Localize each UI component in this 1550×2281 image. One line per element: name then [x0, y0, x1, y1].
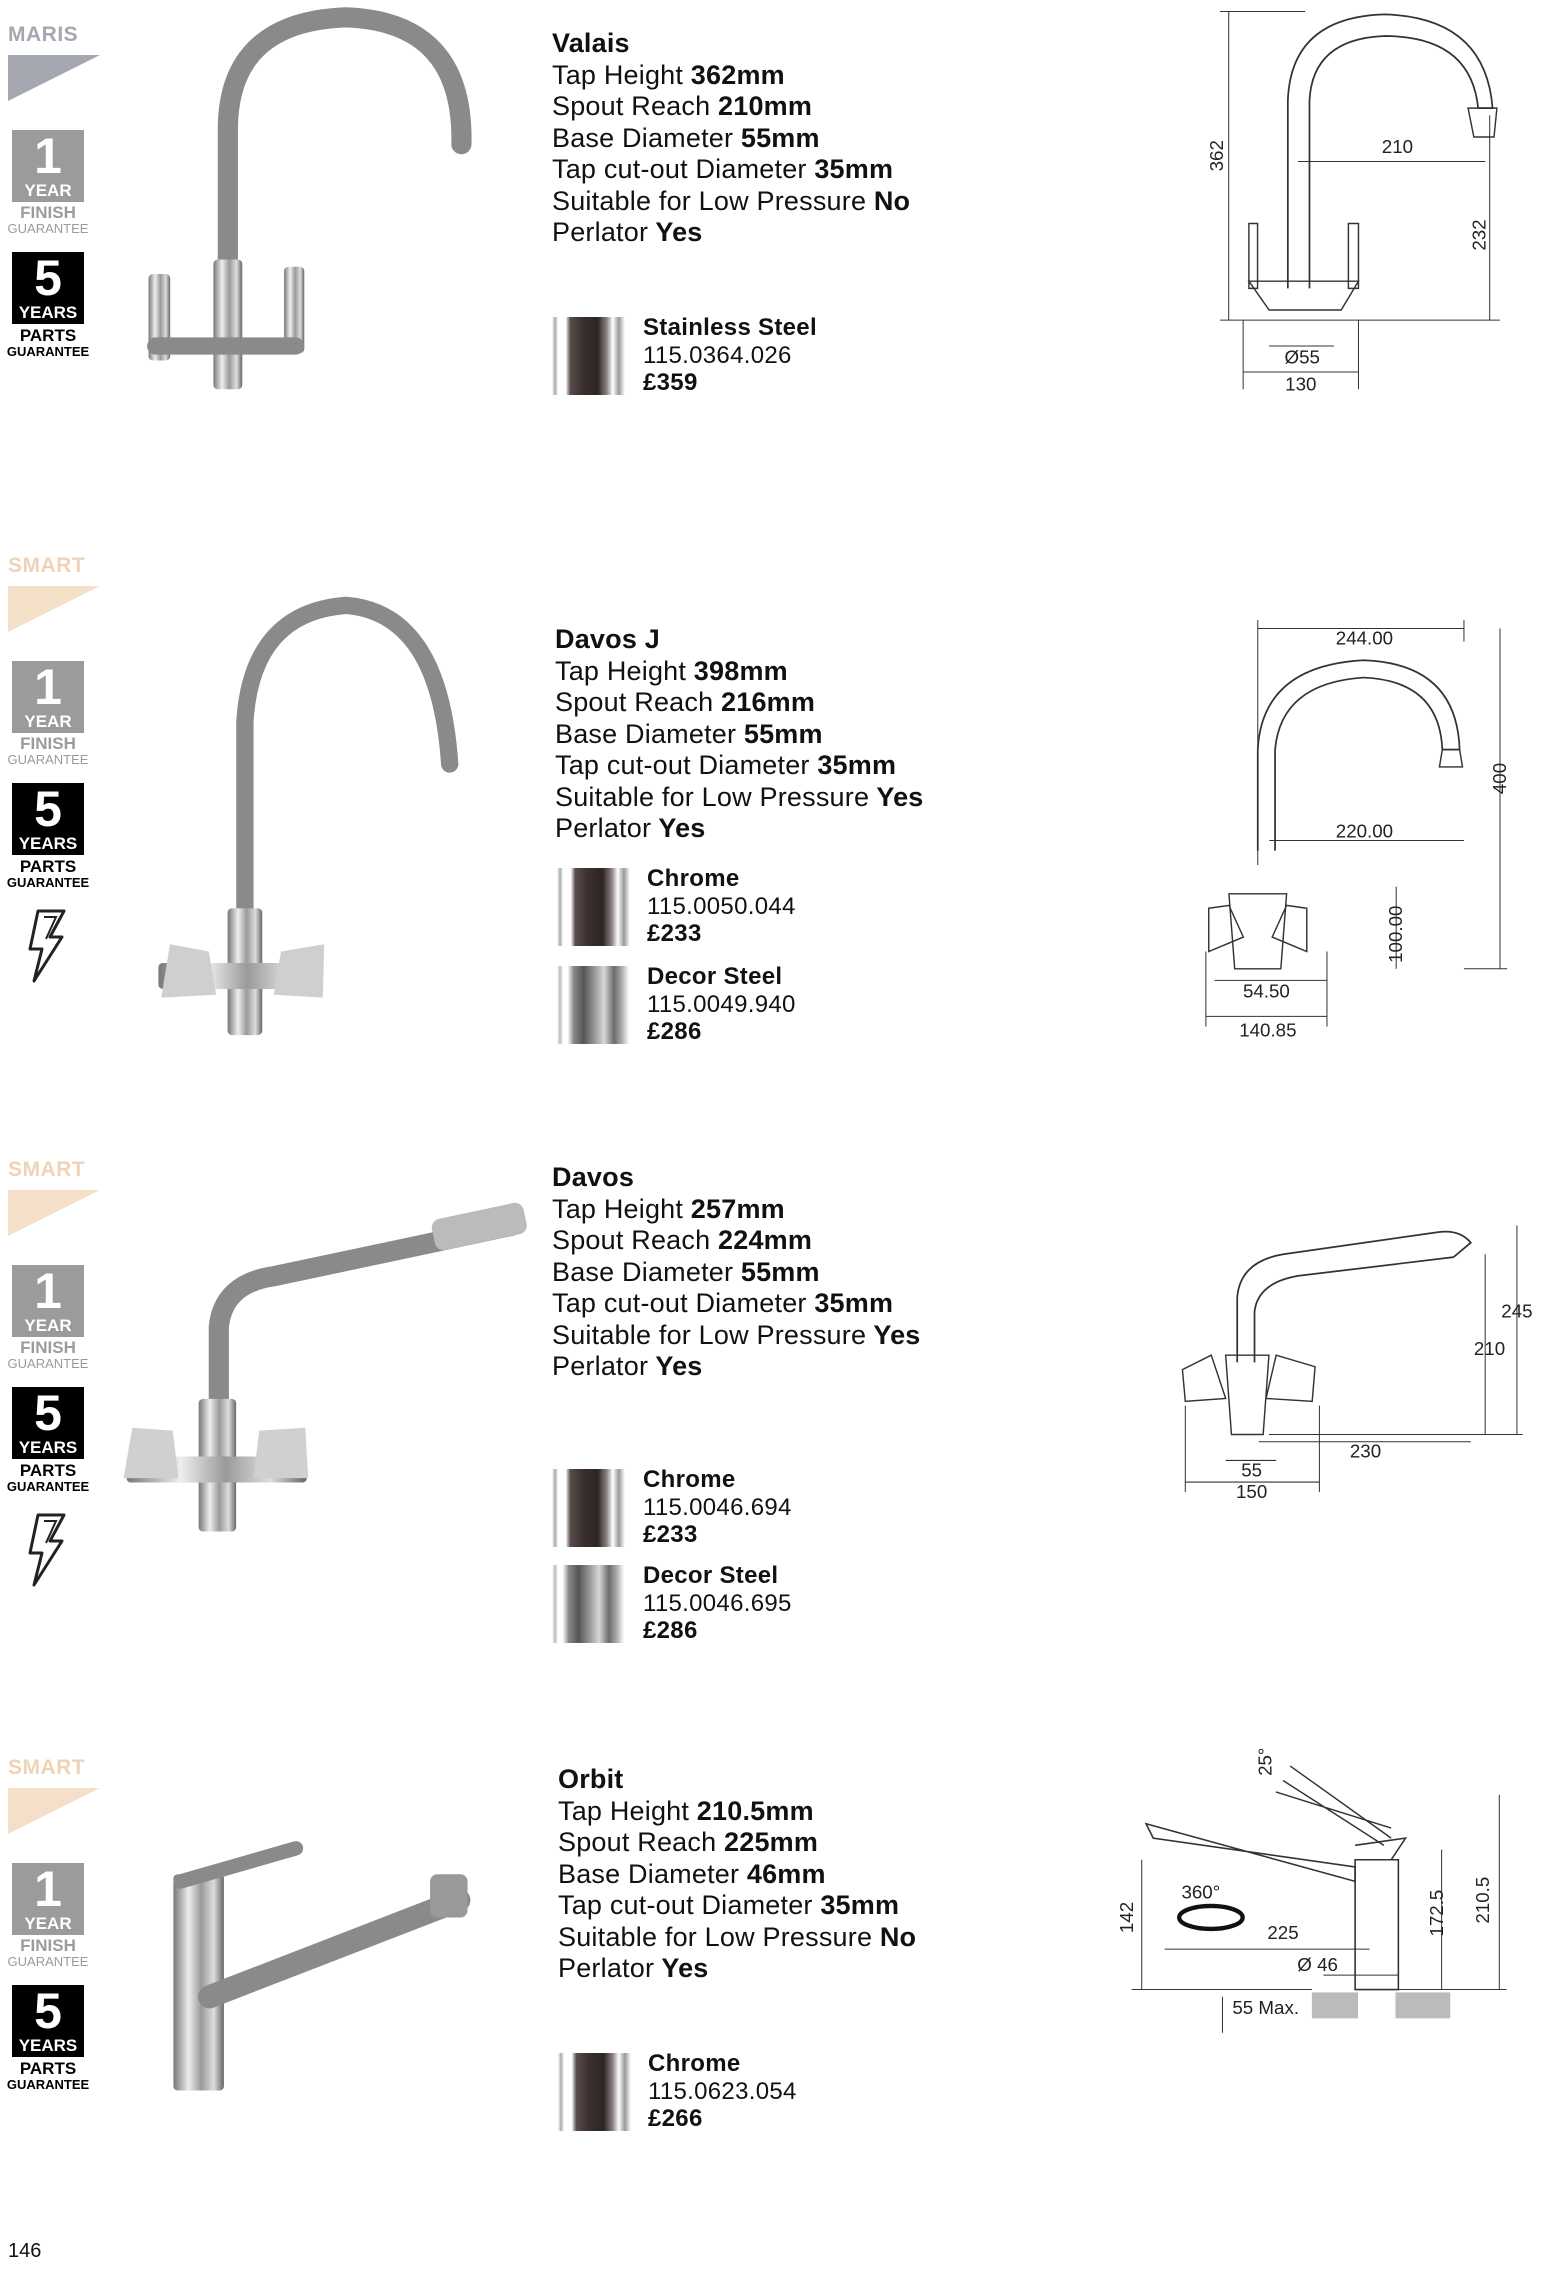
spec-row: [558, 1796, 916, 1828]
spec-row: [558, 1922, 916, 1954]
finish-guarantee-badge: [12, 661, 84, 733]
parts-label: PARTS: [19, 857, 77, 876]
product-name: Orbit: [558, 1764, 624, 1794]
spec-value: Yes: [655, 1351, 703, 1381]
finish-guarantee-badge: [12, 1863, 84, 1935]
spec-label: Perlator: [552, 1351, 649, 1381]
product-name: Davos: [552, 1162, 635, 1192]
spec-label: Suitable for Low Pressure: [552, 185, 867, 216]
parts-guarantee-badge: [12, 1387, 84, 1459]
product-specs: [552, 1162, 921, 1383]
dimension-label: 232: [1468, 219, 1490, 251]
finish-unit: YEAR: [24, 712, 72, 731]
finish-option: [643, 1466, 792, 1549]
spec-value: 55mm: [740, 122, 820, 153]
spec-row: [552, 1225, 921, 1257]
spec-label: Perlator: [555, 813, 652, 843]
spec-value: 362mm: [690, 59, 785, 90]
finish-guarantee-badge: [12, 130, 84, 202]
finish-guarantee-label: GUARANTEE: [7, 1954, 89, 1969]
finish-option: [648, 2050, 797, 2133]
dimension-label: Ø55: [1284, 346, 1320, 368]
spec-label: Spout Reach: [555, 687, 714, 717]
tap-product-image: [137, 0, 483, 418]
dimension-label: 172.5: [1426, 1889, 1448, 1937]
finish-swatch: [552, 1565, 628, 1643]
spec-label: Spout Reach: [552, 1225, 711, 1255]
parts-unit: YEARS: [18, 1438, 78, 1457]
spec-value: 224mm: [718, 1225, 813, 1255]
finish-label: FINISH: [20, 1936, 76, 1955]
brand-label: SMART: [8, 1158, 86, 1181]
page-number: 146: [8, 2240, 42, 2262]
dimension-label: 25°: [1254, 1747, 1276, 1777]
finish-name: Stainless Steel: [643, 314, 817, 341]
spec-row: [552, 1288, 921, 1320]
price: £359: [643, 369, 698, 396]
dimension-label: Ø 46: [1297, 1954, 1339, 1976]
finish-label: FINISH: [20, 734, 76, 753]
finish-option: [643, 1562, 792, 1645]
dimension-label: 210.5: [1472, 1876, 1494, 1924]
technical-drawing: [1110, 1730, 1514, 2047]
spec-row: [552, 123, 910, 155]
product-code: 115.0623.054: [648, 2077, 797, 2105]
spec-value: No: [873, 185, 911, 216]
spec-value: 35mm: [814, 1288, 894, 1318]
spec-value: Yes: [661, 1953, 709, 1983]
spec-row: [552, 217, 910, 249]
finish-name: Chrome: [643, 1466, 736, 1493]
tap-product-image: [144, 591, 476, 1045]
spec-row: [555, 687, 924, 719]
spec-value: Yes: [655, 217, 703, 247]
dimension-label: 230: [1349, 1440, 1382, 1462]
dimension-label: 54.50: [1242, 980, 1290, 1002]
price: £233: [643, 1521, 698, 1548]
dimension-label: 100.00: [1384, 905, 1406, 963]
spec-row: [558, 1890, 916, 1922]
spec-row: [552, 91, 910, 123]
parts-guarantee-badge: [12, 783, 84, 855]
finish-swatch: [558, 2053, 634, 2131]
technical-drawing: [1168, 1211, 1543, 1507]
technical-drawing: [1197, 0, 1514, 404]
spec-row: [558, 1953, 916, 1985]
spec-label: Tap cut-out Diameter: [558, 1890, 813, 1920]
dimension-label: 150: [1235, 1481, 1268, 1503]
spec-row: [552, 1351, 921, 1383]
parts-label: PARTS: [19, 2059, 77, 2078]
brand-label: SMART: [8, 554, 86, 577]
finish-name: Chrome: [648, 2050, 741, 2077]
finish-name: Decor Steel: [647, 963, 783, 990]
spec-label: Perlator: [552, 217, 649, 247]
tap-product-image: [115, 1197, 540, 1543]
parts-label: PARTS: [19, 1461, 77, 1480]
dimension-label: 225: [1267, 1922, 1299, 1944]
brand-wedge-icon: [8, 584, 100, 634]
dimension-label: 360°: [1181, 1881, 1221, 1903]
spec-row: [558, 1827, 916, 1859]
spec-value: Yes: [658, 813, 706, 843]
spec-label: Suitable for Low Pressure: [555, 781, 870, 812]
spec-row: [555, 813, 924, 845]
spec-row: [555, 656, 924, 688]
dimension-label: 210: [1473, 1338, 1506, 1360]
parts-years: 5: [34, 250, 62, 306]
spec-value: 35mm: [820, 1890, 900, 1920]
parts-years: 5: [34, 1385, 62, 1441]
spec-value: 398mm: [693, 655, 788, 686]
spec-value: 46mm: [746, 1858, 826, 1889]
tap-product-image: [159, 1831, 476, 2098]
spec-value: 225mm: [724, 1827, 819, 1857]
spec-label: Base Diameter: [555, 718, 737, 749]
product-name: Valais: [552, 28, 630, 58]
dimension-label: 400: [1488, 762, 1510, 795]
spec-value: 35mm: [814, 154, 894, 184]
spec-row: [552, 1257, 921, 1289]
spec-row: [552, 1194, 921, 1226]
brand-wedge-icon: [8, 1786, 100, 1836]
spec-value: Yes: [876, 781, 924, 812]
spec-value: Yes: [873, 1319, 921, 1350]
spec-label: Tap Height: [555, 655, 687, 686]
spec-row: [555, 719, 924, 751]
dimension-label: 55: [1241, 1459, 1262, 1481]
brand-label: SMART: [8, 1756, 86, 1779]
finish-guarantee-label: GUARANTEE: [7, 1356, 89, 1371]
spec-label: Perlator: [558, 1953, 655, 1983]
spec-label: Spout Reach: [558, 1827, 717, 1857]
finish-unit: YEAR: [24, 1914, 72, 1933]
spec-row: [555, 782, 924, 814]
dimension-label: 244.00: [1335, 627, 1393, 649]
parts-years: 5: [34, 781, 62, 837]
spec-label: Tap cut-out Diameter: [552, 154, 807, 184]
finish-years: 1: [34, 659, 62, 715]
finish-guarantee-label: GUARANTEE: [7, 221, 89, 236]
product-specs: [555, 624, 924, 845]
brand-label: MARIS: [8, 23, 79, 46]
dimension-label: 130: [1284, 373, 1317, 395]
price: £233: [647, 920, 702, 947]
finish-swatch: [557, 868, 633, 946]
parts-years: 5: [34, 1983, 62, 2039]
spec-label: Tap Height: [552, 59, 684, 90]
spec-label: Tap Height: [558, 1795, 690, 1826]
parts-unit: YEARS: [18, 2036, 78, 2055]
spec-value: 210mm: [718, 91, 813, 121]
finish-years: 1: [34, 1263, 62, 1319]
finish-label: FINISH: [20, 1338, 76, 1357]
finish-guarantee-label: GUARANTEE: [7, 752, 89, 767]
spec-label: Suitable for Low Pressure: [558, 1921, 873, 1952]
parts-guarantee-badge: [12, 252, 84, 324]
finish-guarantee-badge: [12, 1265, 84, 1337]
product-specs: [552, 28, 910, 249]
finish-option: [647, 963, 796, 1046]
product-code: 115.0364.026: [643, 341, 792, 369]
spec-label: Spout Reach: [552, 91, 711, 121]
brand-wedge-icon: [8, 1188, 100, 1238]
low-pressure-lightning-icon: [24, 909, 68, 983]
spec-row: [552, 1320, 921, 1352]
spec-label: Base Diameter: [552, 122, 734, 153]
spec-label: Base Diameter: [558, 1858, 740, 1889]
spec-label: Tap Height: [552, 1193, 684, 1224]
technical-drawing: [1190, 617, 1529, 1050]
price: £266: [648, 2105, 703, 2132]
finish-unit: YEAR: [24, 181, 72, 200]
spec-value: No: [879, 1921, 917, 1952]
spec-label: Base Diameter: [552, 1256, 734, 1287]
price: £286: [643, 1617, 698, 1644]
dimension-label: 55 Max.: [1232, 1997, 1300, 2019]
spec-label: Tap cut-out Diameter: [552, 1288, 807, 1318]
parts-guarantee-label: GUARANTEE: [6, 1479, 90, 1494]
spec-row: [552, 60, 910, 92]
spec-label: Tap cut-out Diameter: [555, 750, 810, 780]
finish-swatch: [552, 317, 628, 395]
spec-value: 55mm: [743, 718, 823, 749]
finish-option: [643, 314, 817, 397]
spec-row: [552, 154, 910, 186]
dimension-label: 245: [1501, 1300, 1533, 1322]
finish-unit: YEAR: [24, 1316, 72, 1335]
finish-label: FINISH: [20, 203, 76, 222]
parts-guarantee-label: GUARANTEE: [6, 875, 90, 890]
product-code: 115.0049.940: [647, 990, 796, 1018]
parts-label: PARTS: [19, 326, 77, 345]
dimension-label: 362: [1205, 140, 1227, 172]
product-code: 115.0046.694: [643, 1493, 792, 1521]
parts-guarantee-label: GUARANTEE: [6, 2077, 90, 2092]
spec-value: 257mm: [690, 1193, 785, 1224]
dimension-label: 140.85: [1238, 1019, 1297, 1041]
dimension-label: 220.00: [1335, 820, 1393, 842]
price: £286: [647, 1018, 702, 1045]
spec-value: 210.5mm: [696, 1795, 814, 1826]
product-code: 115.0050.044: [647, 892, 796, 920]
finish-years: 1: [34, 128, 62, 184]
dimension-label: 142: [1116, 1902, 1138, 1934]
parts-guarantee-label: GUARANTEE: [6, 344, 90, 359]
spec-label: Suitable for Low Pressure: [552, 1319, 867, 1350]
spec-row: [552, 186, 910, 218]
spec-row: [555, 750, 924, 782]
finish-swatch: [557, 966, 633, 1044]
finish-name: Chrome: [647, 865, 740, 892]
spec-value: 216mm: [721, 687, 816, 717]
spec-value: 35mm: [817, 750, 897, 780]
parts-unit: YEARS: [18, 303, 78, 322]
finish-option: [647, 865, 796, 948]
dimension-label: 210: [1381, 135, 1413, 157]
spec-row: [558, 1859, 916, 1891]
spec-value: 55mm: [740, 1256, 820, 1287]
product-specs: [558, 1764, 916, 1985]
brand-wedge-icon: [8, 53, 100, 103]
finish-swatch: [552, 1469, 628, 1547]
parts-unit: YEARS: [18, 834, 78, 853]
product-code: 115.0046.695: [643, 1589, 792, 1617]
parts-guarantee-badge: [12, 1985, 84, 2057]
product-name: Davos J: [555, 624, 660, 654]
rotation-360-icon: [1179, 1906, 1242, 1929]
finish-name: Decor Steel: [643, 1562, 779, 1589]
low-pressure-lightning-icon: [24, 1513, 68, 1587]
finish-years: 1: [34, 1861, 62, 1917]
